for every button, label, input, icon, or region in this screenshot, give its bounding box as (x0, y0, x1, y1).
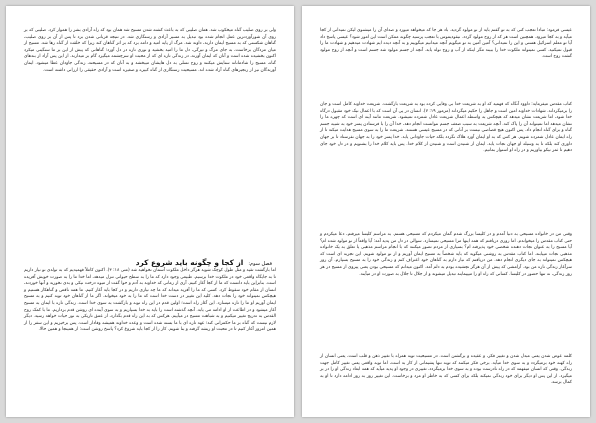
right-paragraph-3 (320, 232, 572, 278)
left-page (6, 6, 294, 417)
chapter-title: از کجا و چگونه باید شروع کرد (135, 258, 244, 267)
right-paragraph-2-text: کتاب مقدس میفرماید: داوود آنگاه که فهمید که او به شریعت خدا بی وفایی کرده بود به شریعت بازگشت. شریعت خداوند کامل است و جان را برمیگرداند. شهادات خداوند امین است و جاهل را حکیم میگرداند (مزمور ۱۹: ۷). انسان در پی آن است که با اعمال نیک خود مقبول درگاه خدا شود، اما شریعت نشان میدهد که هیچکس به واسطه اعمال شریعت عادل شمرده نمیشود. شریعت مانند آینه ای است که چهره ما را نشان میدهد اما نمیتواند آن را پاک کند. آنچه شریعت به سبب ضعف جسم نتوانست انجام دهد، خدا آن را با فرستادن پسر خود به شبیه جسم گناه و برای گناه انجام داد. پس اکنون هیچ قصاصی نیست بر آنانی که در مسیح عیسی هستند. شریعت ما را به سوی مسیح هدایت میکند تا از راه ایمان عادل شمرده شویم. هر کس که به او ایمان آورد هلاک نگردد بلکه حیات جاودانی یابد. خدا پسر خود را به جهان نفرستاد تا بر جهان داوری کند بلکه تا به وسیله او جهان نجات یابد. ایمان از شنیدن است و شنیدن از کلام خدا. پس باید کلام خدا را بشنویم و در دل خود جای دهیم تا ثمر نیکو بیاوریم و در راه او استوار بمانیم. (320, 102, 572, 154)
chapter-label: فصل سوم: (248, 261, 272, 267)
chapter-body-text: اما بازگشت تقید و مثل طول کوچک شوید هرگز داخل ملکوت آسمان نخواهید شد (متی ۱۸: ۳). اکنون کاملاً فهمیدیم که به تولدی نو نیاز داریم تا به جایگاه واقعی خود در ملکوت خدا برسیم. طبیعی وجود دارد که ما را به سطح حیوانی تنزل میدهد، اما خدا ما را به صورت خویش آفریده است. بنابراین باید دانست که ما از کجا آغاز کنیم. آری از زمانی که خداوند به آدم و حوا گفت از میوه درخت نیکی و بدی نخورید و آنها خوردند، انسان از مقام خود سقوط کرد. کسی که ما را آفرید میداند که ما چه نیازی داریم و در کجا باید آغاز کنیم. ما همه ناقص و گناهکار هستیم و هیچکس نمیتواند خود را نجات دهد. کلید این تغییر در دست خدا است که ما را به خود میخواند. اگر ما از گناهان خود توبه کنیم و به مسیح ایمان آوریم او ما را تازه میسازد. این آغاز راه است؛ اولین قدم در این راه توبه و بازگشت به سوی خدا است. زندگی تازه با ایمان به مسیح آغاز میشود و در اطاعت از او ادامه می یابد. آنچه گذشته است را باید به خدا بسپاریم و به سوی آینده ای روشن قدم برداریم. ما با کمک روح القدس به تدریج تغییر میکنیم و به شباهت مسیح در میآییم. هرکس که به این راه قدم بگذارد، از عمق تاریکی به نور حیات خواهد رسید. دیگر لازم نیست که گناه بر ما حکمرانی کند؛ عهد تازه ای با ما بسته شده است و وعده خداوند همیشه وفادار است. پس برخیزیم و این سفر را از همین امروز آغاز کنیم تا در محبت او ریشه گرفته و بنا شویم. کار را از کجا باید شروع کرد؟ پاسخ روشن است: از همینجا و همین حالا. (23, 268, 276, 333)
right-paragraph-3-text: وقتی من در خانواده مسیحی به دنیا آمدم و در کلیسا بزرگ شدم گمان میکردم که مسیحی هستم. به مراسم کلیسا میرفتم، دعا میکردم و حتی کتاب مقدس را میخواندم. اما روزی دریافتم که همه اینها مرا مسیحی نمیسازد. سوالی در دل من پدید آمد: آیا واقعاً از نو مولود شده ام؟ آیا مسیح را به عنوان نجات دهنده شخصی خود پذیرفته ام؟ بسیاری از مردم تصور میکنند که با انجام مراسم مذهبی یا تعلق به یک خانواده مذهبی نجات مییابند. اما کتاب مقدس به روشنی میگوید که باید شخصاً به مسیح ایمان آوریم و از نو مولود شویم. این تجربه ای است که هیچکس نمیتواند به جای دیگری انجام دهد. من دریافتم که نیاز دارم به گناهان خود اعتراف کنم و زندگی خود را به مسیح بسپارم. آن روز سرآغاز زندگی تازه من بود. آرامشی که پیش از آن هرگز نچشیده بودم به دلم آمد. اکنون میدانم که مسیحی بودن یعنی پیروی از مسیح در هر روز زندگی، نه تنها حضور در کلیسا. کسانی که راه او را میپیمایند تبدیل میشوند و از جلال تا جلال به صورت او در میآیند. (320, 232, 572, 277)
right-paragraph-1-text: عیسی فرمود: مبادا تعجب کنی که به تو گفتم باید از نو مولود گردید. باد هر جا که میخواهد میوزد و صدای آن را میشنوی لیکن نمیدانی از کجا میآید و به کجا میرود. همچنین است هر که از روح مولود گردد. نیقودیموس با تعجب پرسید چگونه ممکن است این امور شود؟ عیسی پاسخ داد آیا تو معلم اسرائیل هستی و این را نمیدانی؟ آمین آمین به تو میگویم آنچه میدانیم میگوییم و به آنچه دیده ایم شهادت میدهیم و شهادت ما را قبول نمیکنید. کسی نمیتواند ملکوت خدا را ببیند مگر اینکه از آب و روح تولد یابد. آنچه از جسم مولود شد جسم است و آنچه از روح مولود گشت روح است. (320, 28, 572, 60)
left-paragraph-text: ولی بر روی صلیب گناه میخکوب شد. همان صلیبی که به باعث کشته شدن مسیح شد همان بود که راه آزادی بشر را هموار کرد. صلیبی که بر روی آن شورآوردترین عمل انجام شده بود تبدیل به مسیر آزادی و رستگاری شد. در نتیجه قربانی شدن برد تا پس از آن بر روی صلیب، گناهان شکستی که به مسیح ایمان دارند، داوند شد. مرگ از پایه امید و دامه برد که بر اثر گناهان کند زیرا که خلقت از گناه رها شد. مسیح از میان مردگان برخاست، به جای مرگ و تیرگی، دل ما را امید بخشید و نوری تازه در دل آورد؛ گناهانی که پیش از این بر ما سنگینی میکرد اکنون بخشیده شده است و آنان که ایمان آورند، در زندگی تازه ای که از محبت او سرچشمه میگیرد گام بر میدارند. از این پس آزاد از بندهای گناه، مسیح را شادمانانه ستایش میکنند و روح تسلی به دل هایشان میبخشد و به آنان که در مسیحند، زندگی جاودان عطا میشود. ایمان آورندگان نیز از زنجیرهای گناه آزاد شده اند. مسیحیت رستگاری از گناه کبیره و صغیره است و آزادی حقیقی را ارزانی داشته است. (24, 28, 276, 73)
left-chapter-body (24, 268, 276, 334)
right-paragraph-4 (320, 354, 572, 387)
right-page (302, 6, 590, 417)
left-top-paragraph (24, 28, 276, 74)
right-paragraph-1 (320, 28, 572, 61)
right-paragraph-4-text: کلمه عوض شدن یعنی مبدل شدن و تغییر فکر، و عقیده و برگشتن است. در مسیحیت توبه همراه با تغییر ذهن و قلب است، یعنی انسان از راه کهنه خود برمیگردد و به سوی خدا میآید. برخی فکر میکنند که توبه تنها پشیمانی از کار بد است، اما توبه واقعی یعنی تغییر کامل جهت زندگی. وقتی که انسان میفهمد که در راه نادرست بوده و به سوی خدا برمیگردد، تغییری در وجود او پدید میآید که همه ابعاد زندگی او را در بر میگیرد. از این پس او دیگر برای خود زندگی نمیکند بلکه برای کسی که به خاطر او مرد و برخاست. این تغییر روز به روز ادامه دارد تا او به کمال برسد. (320, 354, 572, 386)
right-paragraph-2 (320, 102, 572, 155)
chapter-heading (136, 250, 272, 269)
